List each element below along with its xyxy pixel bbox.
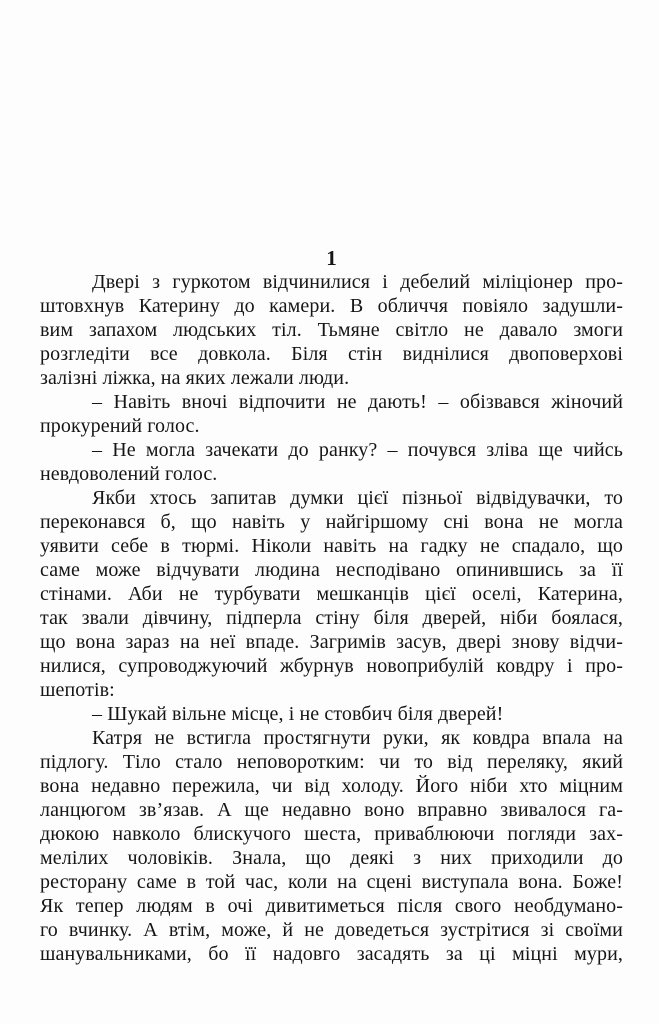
paragraph xyxy=(40,702,623,726)
text-line: го вчинку. А втім, може, й не доведеться зустрітися зі своїми xyxy=(40,919,623,941)
text-line: дюкою навколо блискучого шеста, приваблюючи погляди зах- xyxy=(40,823,623,845)
paragraph xyxy=(40,438,623,486)
text-line: розгледіти все довкола. Біля стін виднілися двоповерхові xyxy=(40,343,623,365)
text-line: так звали дівчину, підперла стіну біля дверей, ніби боялася, xyxy=(40,607,623,629)
text-line: залізні ліжка, на яких лежали люди. xyxy=(40,367,350,389)
text-column xyxy=(40,246,623,966)
text-line: саме може відчувати людина несподівано опинившись за її xyxy=(40,559,623,581)
text-line: шанувальниками, бо її надовго засадять за ці міцні мури, xyxy=(40,943,623,965)
text-line: стінами. Аби не турбувати мешканців цієї оселі, Катерина, xyxy=(40,583,623,605)
paragraph xyxy=(40,270,623,390)
text-line: підлогу. Тіло стало неповоротким: чи то від переляку, який xyxy=(40,751,623,773)
text-line: Як тепер людям в очі дивитиметься після свого необдумано- xyxy=(40,895,623,917)
text-line: прокурений голос. xyxy=(40,415,200,437)
text-line: невдоволений голос. xyxy=(40,463,218,485)
text-line: мелілих чоловіків. Знала, що деякі з них приходили до xyxy=(40,847,623,869)
text-line: вона недавно пережила, чи від холоду. Його ніби хто міцним xyxy=(40,775,623,797)
text-line: ресторану саме в той час, коли на сцені виступала вона. Боже! xyxy=(40,871,623,893)
text-line: – Не могла зачекати до ранку? – почувся зліва ще чийсь xyxy=(92,439,623,461)
text-line: що вона зараз на неї впаде. Загримів засув, двері знову відчи- xyxy=(40,631,623,653)
text-line: штовхнув Катерину до камери. В обличчя повіяло задушли- xyxy=(40,295,623,317)
text-line: шепотів: xyxy=(40,679,115,701)
text-line: нилися, супроводжуючий жбурнув новоприбулій ковдру і про- xyxy=(40,655,623,677)
text-line: вим запахом людських тіл. Тьмяне світло не давало змоги xyxy=(40,319,623,341)
text-line: уявити себе в тюрмі. Ніколи навіть на гадку не спадало, що xyxy=(40,535,623,557)
paragraph xyxy=(40,486,623,702)
text-line: ланцюгом зв’язав. А ще недавно воно вправно звивалося га- xyxy=(40,799,623,821)
paragraph xyxy=(40,390,623,438)
text-line: Якби хтось запитав думки цієї пізньої відвідувачки, то xyxy=(92,487,623,509)
paragraph xyxy=(40,726,623,966)
chapter-number: 1 xyxy=(326,246,337,270)
text-line: Катря не встигла простягнути руки, як ковдра впала на xyxy=(92,727,623,749)
text-line: – Навіть вночі відпочити не дають! – обізвався жіночий xyxy=(92,391,623,413)
text-line: – Шукай вільне місце, і не стовбич біля дверей! xyxy=(92,703,504,725)
text-line: Двері з гуркотом відчинилися і дебелий міліціонер про- xyxy=(92,271,623,293)
text-line: переконався б, що навіть у найгіршому сні вона не могла xyxy=(40,511,623,533)
